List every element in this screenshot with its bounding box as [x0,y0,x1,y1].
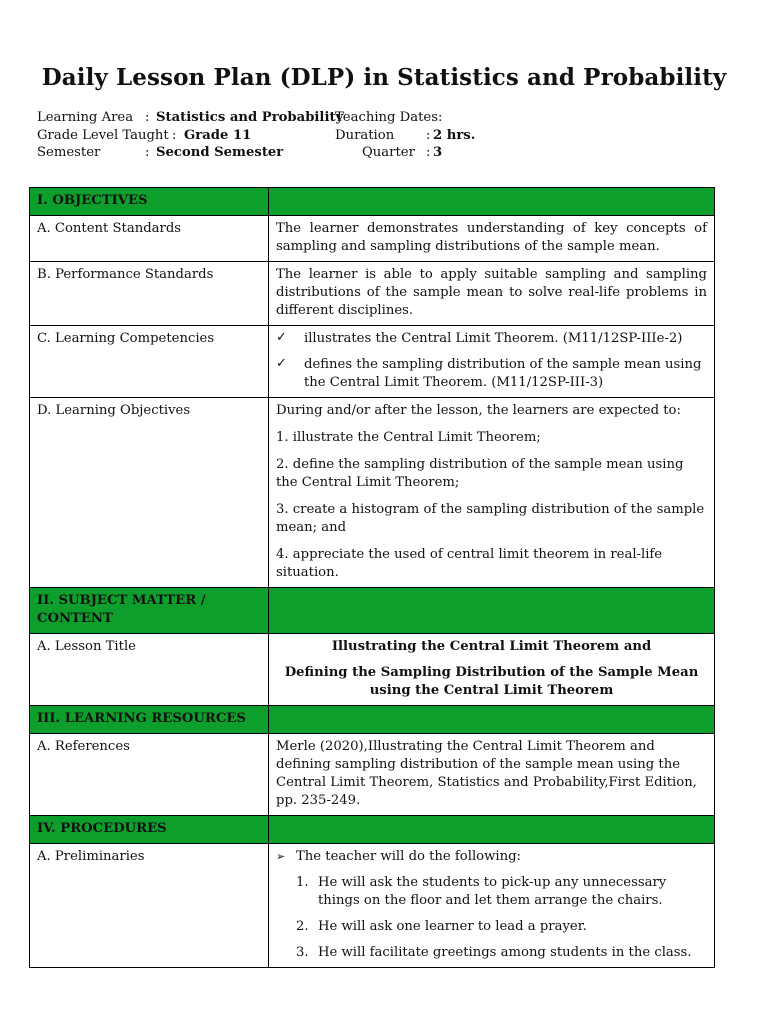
lesson-title-line: Defining the Sampling Distribution of the Sample Mean using the Central Limit Theorem [284,665,699,698]
section-title: IV. PROCEDURES [30,816,269,844]
quarter-label: Quarter [362,145,415,160]
checkmark-icon: ✓ [276,356,287,371]
colon: : [145,145,150,160]
grade-label: Grade Level Taught [37,127,169,143]
section-blank-cell [269,188,715,216]
objectives-intro: During and/or after the lesson, the learners are expected to: [276,403,681,418]
colon: : [426,145,431,160]
page-title: Daily Lesson Plan (DLP) in Statistics and Probability [41,64,727,91]
row-label: A. Preliminaries [30,844,269,968]
references-text: Merle (2020),Illustrating the Central Limit Theorem and defining sampling distribution of the sample mean using the Central Limit Theorem, Statistics and Probability,First Edition, pp. 235-249. [269,734,715,816]
table-row [30,398,715,588]
lesson-title-cell [269,634,715,706]
competency-text: defines the sampling distribution of the sample mean using the Central Limit Theorem. (M11/12SP-III-3) [304,357,702,390]
preliminaries-intro: The teacher will do the following: [296,849,522,864]
learning-area-label: Learning Area [37,110,134,125]
table-row [30,734,715,816]
competencies-cell [269,326,715,398]
performance-standards-text: The learner is able to apply suitable sampling and sampling distributions of the sample mean to solve real-life problems in different disciplines. [269,262,715,326]
list-item [276,356,707,392]
section-header-subject-matter [30,588,715,634]
table-row [30,634,715,706]
section-header-learning-resources [30,706,715,734]
lesson-plan-table [29,187,715,968]
step-text: He will ask the students to pick-up any unnecessary things on the floor and let them arrange the chairs. [318,875,667,908]
objective-item: 2. define the sampling distribution of the sample mean using the Central Limit Theorem; [276,457,684,490]
table-row [30,262,715,326]
colon: : [145,110,150,125]
list-item [276,330,707,348]
preliminaries-cell [269,844,715,968]
step-number: 1. [296,875,309,890]
section-blank-cell [269,816,715,844]
section-title: II. SUBJECT MATTER / CONTENT [30,588,269,634]
step-number: 3. [296,945,309,960]
row-label: A. Content Standards [30,216,269,262]
list-item [276,874,707,910]
lesson-title-line: Illustrating the Central Limit Theorem and [331,639,652,654]
step-number: 2. [296,919,309,934]
objective-item: 3. create a histogram of the sampling distribution of the sample mean; and [276,502,705,535]
semester-value: Second Semester [156,145,284,160]
row-label: C. Learning Competencies [30,326,269,398]
steps-list [276,874,707,962]
section-title: III. LEARNING RESOURCES [30,706,269,734]
section-title: I. OBJECTIVES [30,188,269,216]
list-item [276,944,707,962]
grade-value: Grade 11 [184,127,252,143]
colon: : [172,127,177,143]
section-blank-cell [269,588,715,634]
objective-item: 1. illustrate the Central Limit Theorem; [276,430,541,445]
table-row [30,326,715,398]
list-item [276,918,707,936]
step-text: He will ask one learner to lead a prayer. [318,919,587,934]
objective-item: 4. appreciate the used of central limit theorem in real-life situation. [276,547,663,580]
section-blank-cell [269,706,715,734]
section-header-procedures [30,816,715,844]
content-standards-text: The learner demonstrates understanding of key concepts of sampling and sampling distributions of the sample mean. [269,216,715,262]
quarter-value: 3 [433,145,443,160]
table-row [30,844,715,968]
learning-area-value: Statistics and Probability [156,110,344,125]
colon: : [426,127,431,143]
list-item [276,848,707,866]
row-label: A. Lesson Title [30,634,269,706]
duration-label: Duration [335,127,395,143]
semester-label: Semester [37,145,101,160]
teaching-dates-label: Teaching Dates: [335,110,443,125]
row-label: D. Learning Objectives [30,398,269,588]
row-label: B. Performance Standards [30,262,269,326]
step-text: He will facilitate greetings among students in the class. [318,945,692,960]
objectives-cell [269,398,715,588]
duration-value: 2 hrs. [433,127,476,143]
arrow-bullet-icon: ➢ [276,850,286,863]
table-row [30,216,715,262]
competency-text: illustrates the Central Limit Theorem. (M11/12SP-IIIe-2) [304,331,683,346]
checkmark-icon: ✓ [276,330,287,345]
section-header-objectives [30,188,715,216]
row-label: A. References [30,734,269,816]
